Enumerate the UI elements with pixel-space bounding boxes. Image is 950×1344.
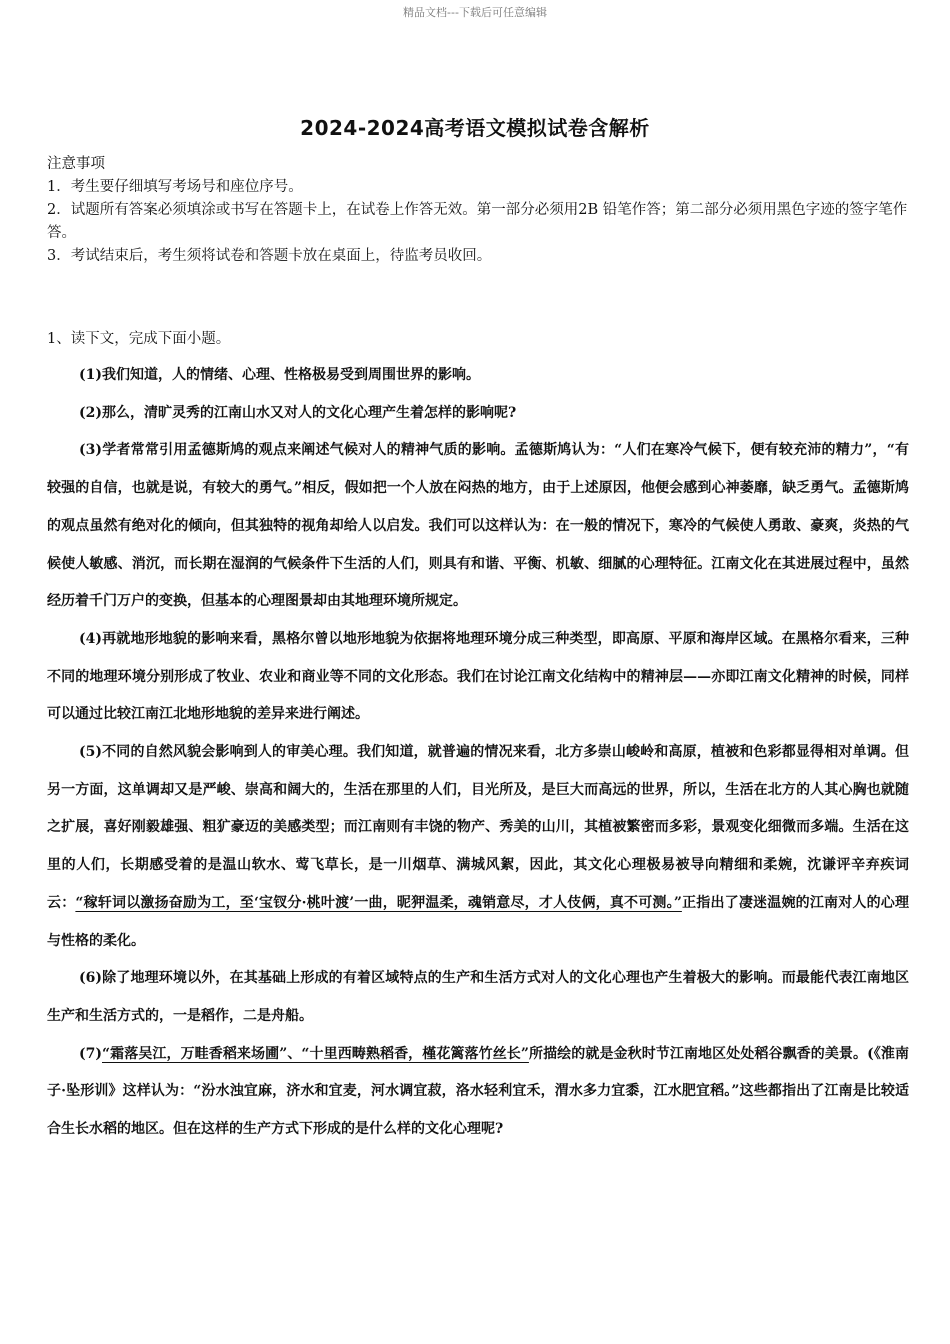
- document-title: 2024-2024高考语文模拟试卷含解析: [300, 116, 650, 140]
- passage-paragraph-7: [47, 1036, 909, 1149]
- notes-section: [47, 153, 909, 268]
- paragraph-7-text-a: (7): [79, 1045, 102, 1062]
- passage-paragraph-3: (3)学者常常引用孟德斯鸠的观点来阐述气候对人的精神气质的影响。孟德斯鸠认为：“人们在寒冷气候下，便有较充沛的精力”，“有较强的自信，也就是说，有较大的勇气。”相反，假如把一个人放在闷热的地方，由于上述原因，他便会感到心神萎靡，缺乏勇气。孟德斯鸠的观点虽然有绝对化的倾向，但其独特的视角却给人以启发。我们可以这样认为：在一般的情况下，寒冷的气候使人勇敢、豪爽，炎热的气候使人敏感、消沉，而长期在湿润的气候条件下生活的人们，则具有和谐、平衡、机敏、细腻的心理特征。江南文化在其进展过程中，虽然经历着千门万户的变换，但基本的心理图景却由其地理环境所规定。: [47, 442, 909, 610]
- reading-passage: [47, 357, 909, 1149]
- paragraph-7-text-b: 所描绘的就是金秋时节江南地区处处稻谷飘香的美景。(《淮南子·坠形训》这样认为：“汾水浊宜麻，济水和宜麦，河水调宜菽，洛水轻利宜禾，渭水多力宜黍，江水肥宜稻。”这些都指出了江南是比较适合生长水稻的地区。但在这样的生产方式下形成的是什么样的文化心理呢?: [47, 1045, 909, 1138]
- underlined-quote-poems: “霜落吴江，万畦香稻来场圃”、“十里西畴熟稻香，槿花篱落竹丝长”: [102, 1045, 529, 1062]
- notes-item: 1．考生要仔细填写考场号和座位序号。: [47, 179, 303, 195]
- passage-paragraph-5: [47, 734, 909, 960]
- passage-paragraph-1: (1)我们知道，人的情绪、心理、性格极易受到周围世界的影响。: [79, 367, 480, 383]
- notes-item: 3．考试结束后，考生须将试卷和答题卡放在桌面上，待监考员收回。: [47, 248, 492, 264]
- notes-heading: 注意事项: [47, 156, 105, 172]
- question-heading: 1、读下文，完成下面小题。: [47, 331, 231, 347]
- notes-item: 2．试题所有答案必须填涂或书写在答题卡上，在试卷上作答无效。第一部分必须用2B 铅笔作答；第二部分必须用黑色字迹的签字笔作答。: [47, 202, 908, 241]
- underlined-quote-shen-qian: “稼轩词以激扬奋励为工，至‘宝钗分·桃叶渡’一曲，昵狎温柔，魂销意尽，才人伎俩，真不可测。”: [75, 894, 682, 911]
- passage-paragraph-4: (4)再就地形地貌的影响来看，黑格尔曾以地形地貌为依据将地理环境分成三种类型，即高原、平原和海岸区域。在黑格尔看来，三种不同的地理环境分别形成了牧业、农业和商业等不同的文化形态。我们在讨论江南文化结构中的精神层——亦即江南文化精神的时候，同样可以通过比较江南江北地形地貌的差异来进行阐述。: [47, 630, 909, 723]
- passage-paragraph-2: (2)那么，清旷灵秀的江南山水又对人的文化心理产生着怎样的影响呢?: [79, 404, 517, 421]
- page-header: 精品文档---下载后可任意编辑: [403, 6, 547, 19]
- paragraph-5-text-a: (5)不同的自然风貌会影响到人的审美心理。我们知道，就普遍的情况来看，北方多崇山峻岭和高原，植被和色彩都显得相对单调。但另一方面，这单调却又是严峻、崇高和阔大的，生活在那里的人们，目光所及，是巨大而高远的世界，所以，生活在北方的人其心胸也就随之扩展，喜好刚毅雄强、粗犷豪迈的美感类型；而江南则有丰饶的物产、秀美的山川，其植被繁密而多彩，景观变化细微而多端。生活在这里的人们，长期感受着的是温山软水、莺飞草长，是一川烟草、满城风絮，因此，其文化心理极易被导向精细和柔婉，沈谦评辛弃疾词云：: [47, 744, 909, 911]
- passage-paragraph-6: (6)除了地理环境以外，在其基础上形成的有着区域特点的生产和生活方式对人的文化心理也产生着极大的影响。而最能代表江南地区生产和生活方式的，一是稻作，二是舟船。: [47, 970, 909, 1024]
- paragraph-5-text-b: 正指出了凄迷温婉的江南对人的心理与性格的柔化。: [47, 894, 910, 949]
